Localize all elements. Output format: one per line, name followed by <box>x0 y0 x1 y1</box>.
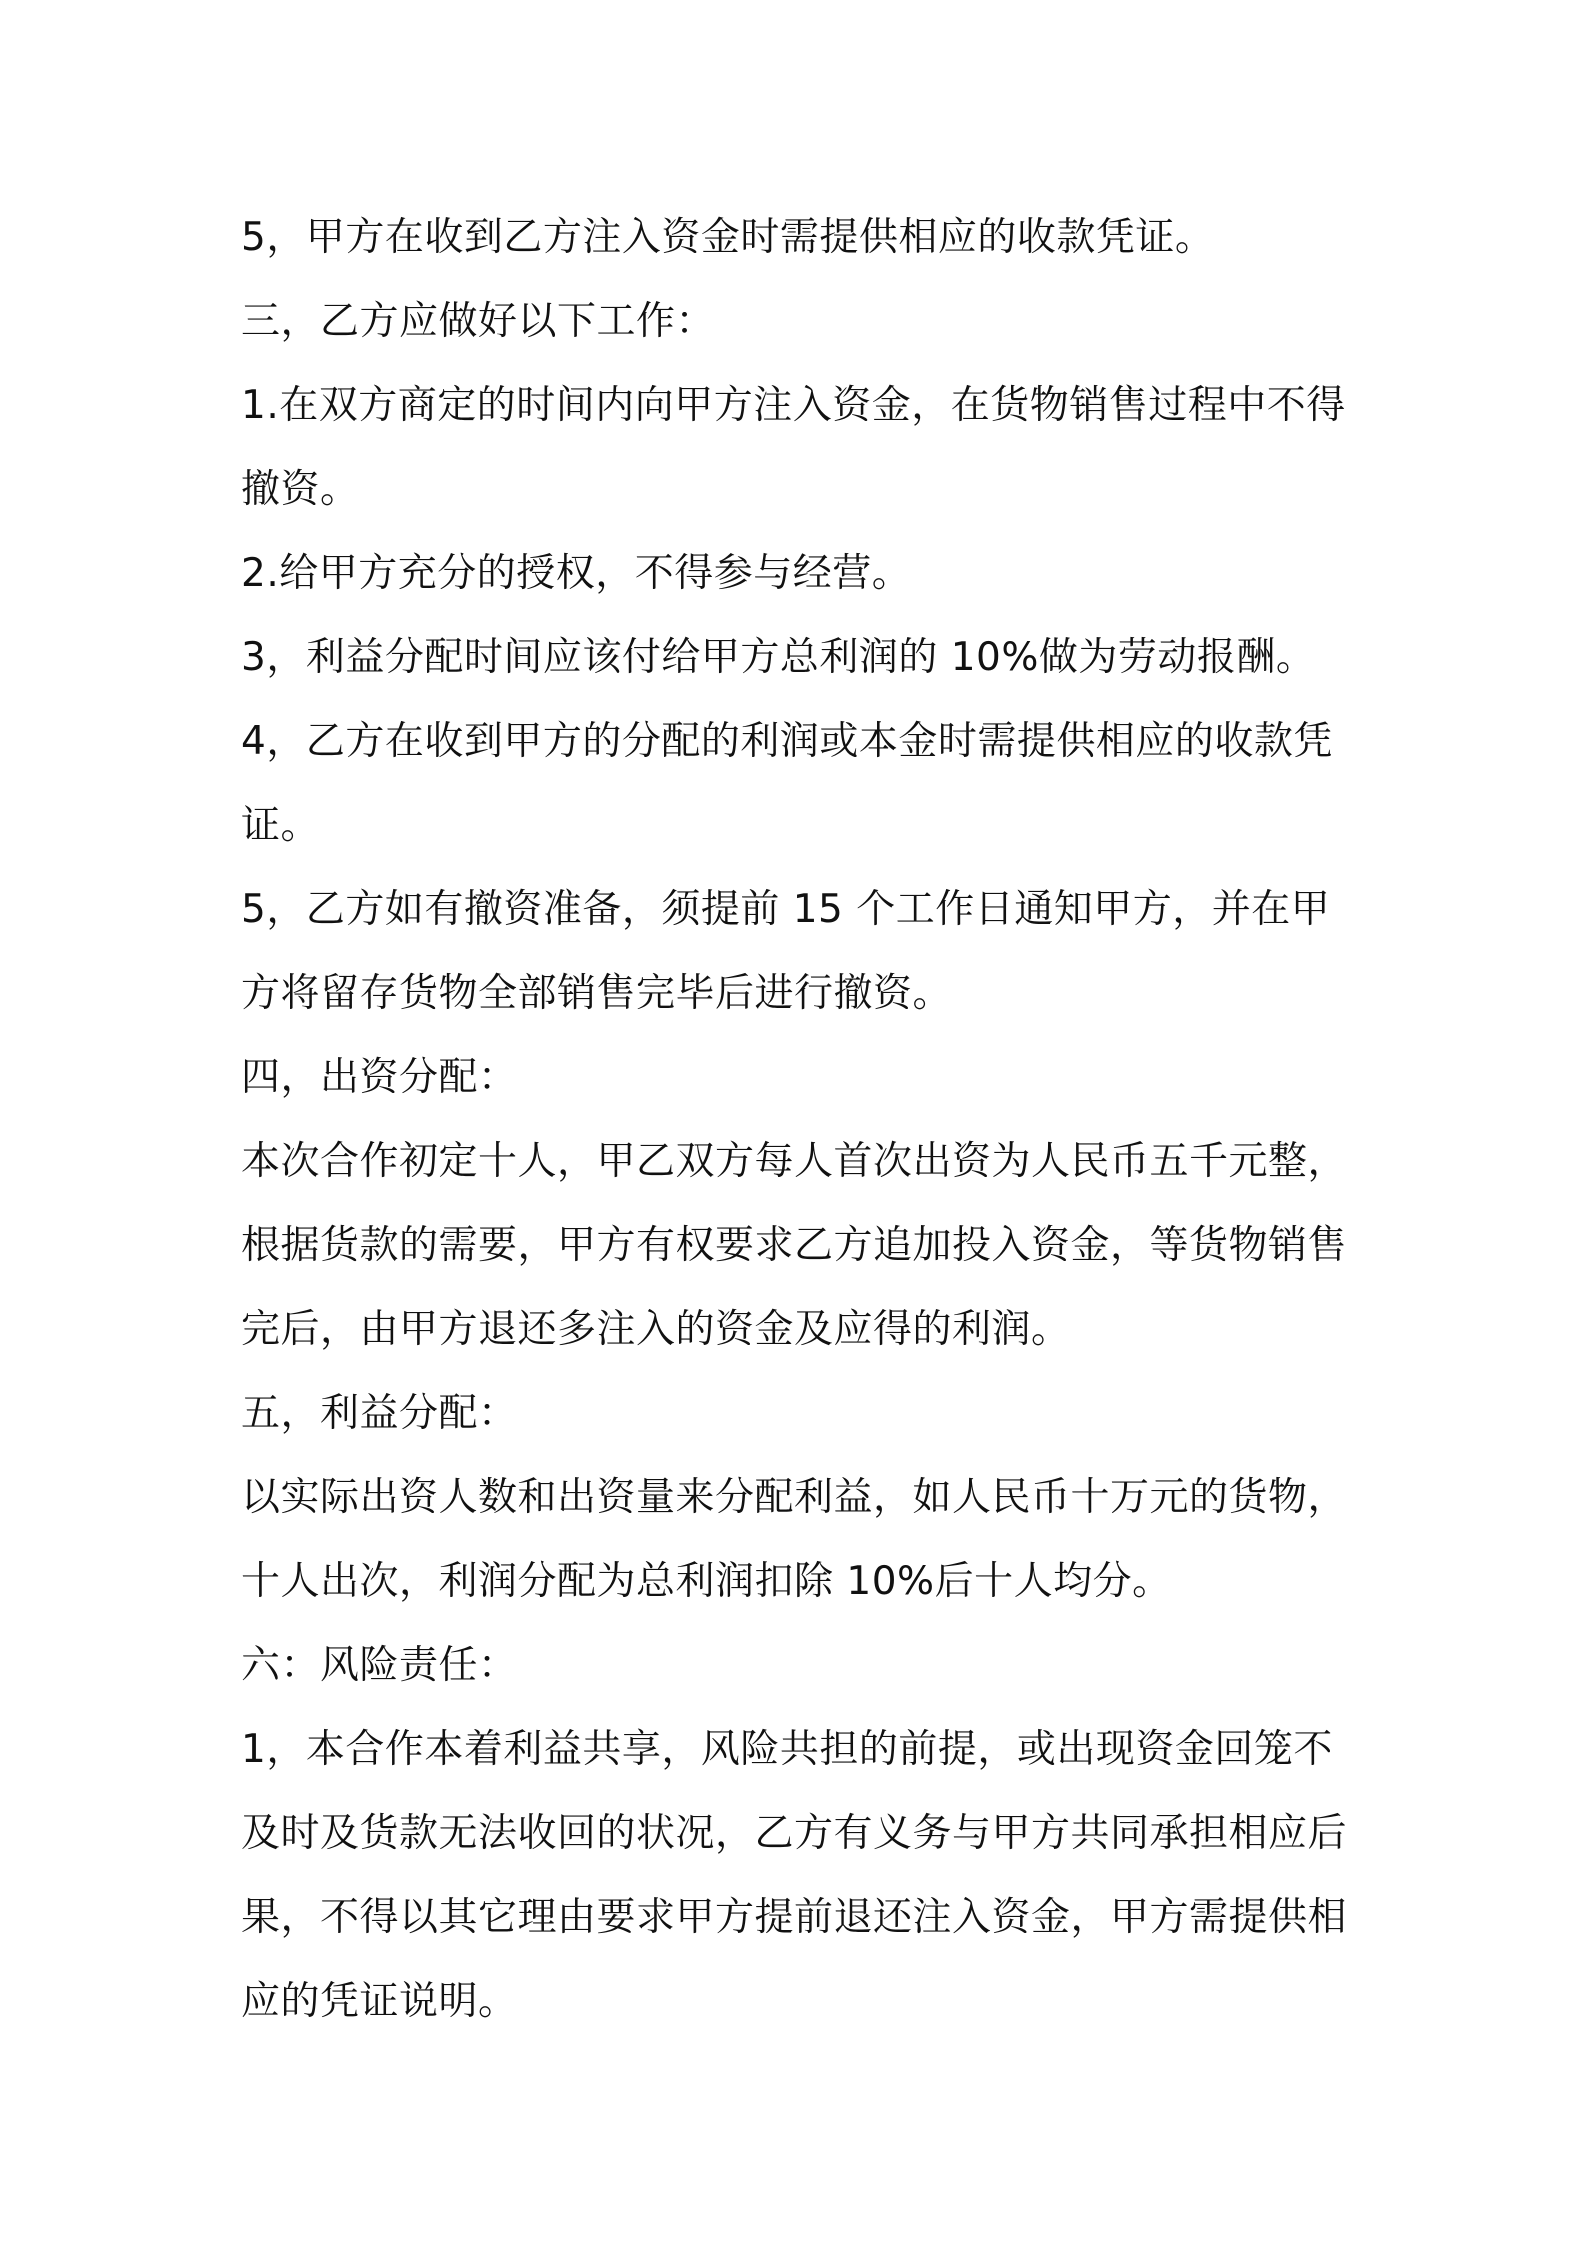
text-line: 本次合作初定十人，甲乙双方每人首次出资为人民币五千元整， <box>241 1139 1348 1184</box>
text-line: 2.给甲方充分的授权，不得参与经营。 <box>241 551 912 596</box>
section-heading-4: 四，出资分配： <box>241 1055 518 1100</box>
text-line: 3，利益分配时间应该付给甲方总利润的 10%做为劳动报酬。 <box>241 635 1316 680</box>
text-line: 果，不得以其它理由要求甲方提前退还注入资金，甲方需提供相 <box>241 1895 1348 1940</box>
text-line: 及时及货款无法收回的状况，乙方有义务与甲方共同承担相应后 <box>241 1811 1348 1856</box>
text-line: 完后，由甲方退还多注入的资金及应得的利润。 <box>241 1307 1071 1352</box>
text-line: 5，乙方如有撤资准备，须提前 15 个工作日通知甲方，并在甲 <box>241 887 1331 932</box>
text-line-party-a-receipt-voucher: 5，甲方在收到乙方注入资金时需提供相应的收款凭证。 <box>241 215 1215 260</box>
text-line: 根据货款的需要，甲方有权要求乙方追加投入资金，等货物销售 <box>241 1223 1348 1268</box>
text-line: 方将留存货物全部销售完毕后进行撤资。 <box>241 971 953 1016</box>
text-line: 撤资。 <box>241 467 360 512</box>
text-line: 证。 <box>241 803 321 848</box>
text-line: 以实际出资人数和出资量来分配利益，如人民币十万元的货物， <box>241 1475 1348 1520</box>
text-line: 应的凭证说明。 <box>241 1979 518 2024</box>
section-heading-3: 三，乙方应做好以下工作： <box>241 299 716 344</box>
text-line: 4，乙方在收到甲方的分配的利润或本金时需提供相应的收款凭 <box>241 719 1333 764</box>
text-line: 1.在双方商定的时间内向甲方注入资金，在货物销售过程中不得 <box>241 383 1346 428</box>
section-heading-5: 五，利益分配： <box>241 1391 518 1436</box>
section-heading-6: 六：风险责任： <box>241 1643 518 1688</box>
text-line: 十人出次，利润分配为总利润扣除 10%后十人均分。 <box>241 1559 1172 1604</box>
document-body <box>241 196 1361 2044</box>
text-line: 1，本合作本着利益共享，风险共担的前提，或出现资金回笼不 <box>241 1727 1333 1772</box>
